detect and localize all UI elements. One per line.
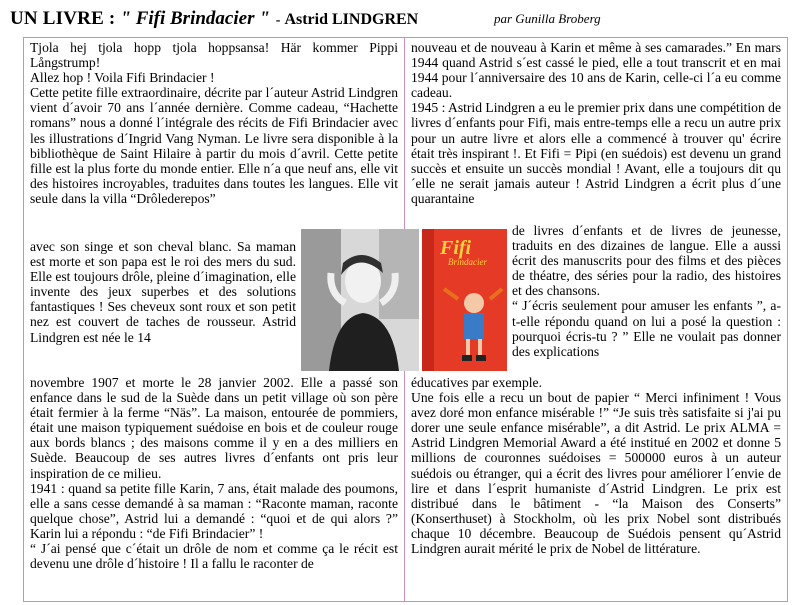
paragraph: novembre 1907 et morte le 28 janvier 2002. Elle a passé son enfance dans le sud de la Suède dans un petit village où son père était fermier à la ferme “Näs”. La maison, entourée de pommiers, était une maison typiquement suédoise en bois et de couleur rouge aux bords blancs ; des maisons comme il y en a des milliers en Suède. Beaucoup de ses autres livres d´enfants ont pris leur inspiration de ce milieu. [30,375,398,481]
page-title [10,8,418,30]
left-column-top [30,40,398,206]
paragraph: Tjola hej tjola hopp tjola hoppsansa! Här kommer Pippi Långstrump! [30,40,398,71]
paragraph: de livres d´enfants et de livres de jeunesse, traduits en des dizaines de langue. Elle a aussi écrit des manuscrits pour des films et des pièces de théatre, des séries pour la radio, des histoires et des chansons. [512,223,781,299]
paragraph: 1941 : quand sa petite fille Karin, 7 ans, était malade des poumons, elle a sans cesse demandé à sa maman : “Raconte maman, raconte quelque chose”, Astrid lui a demandé : “quoi et de qui alors ?” Karin lui a répondu : “de Fifi Brindacier” ! [30,480,398,541]
paragraph: “ J´ai pensé que c´était un drôle de nom et comme ça le récit est devenu une drôle d´histoire ! Il a fallu le raconter de [30,541,398,572]
paragraph: Allez hop ! Voila Fifi Brindacier ! [30,70,215,86]
paragraph: “ J´écris seulement pour amuser les enfants ”, a-t-elle répondu quand on lui a posé la question : pourquoi écris-tu ? ” Elle ne voulait pas donner des explications [512,298,781,359]
author-name: Astrid LINDGREN [284,11,419,28]
page-header [0,0,800,34]
author-photo-icon [301,229,419,371]
left-column-bottom [30,375,398,571]
paragraph: 1945 : Astrid Lindgren a eu le premier prix dans une compétition de livres d´enfants pour Fifi, mais entre-temps elle a recu un autre prix pour un autre livre et alors elle a commencé à trouver qu' écrire était très inspirant !. Et Fifi = Pipi (en suédois) est devenu un grand succès et ensuite un succès mondial ! Avant, elle a toujours dit qu´elle ne serait jamais auteur ! Astrid Lindgren a écrit plus d´une quarantaine [411,100,781,206]
title-prefix: UN LIVRE : [10,8,121,29]
paragraph: Une fois elle a recu un bout de papier “ Merci infiniment ! Vous avez doré mon enfance misérable !” “Je suis très satisfaite si j'ai pu dorer une seule enfance misérable”, a dit Astrid. Le prix ALMA = Astrid Lindgren Memorial Award a été institué en 2002 et donne 5 millions de couronnes suédoises = 500000 euros à un auteur suédois ou étranger, qui a écrit des livres pour améliorer l´envie de lire et dans l´esprit humaniste d´Astrid Lindgren. Le prix est distribué dans le bâtiment - “la Maison des Conserts” (Konserthuset) à Stockholm, où les prix Nobel sont distribués chaque 10 décembre. Beaucoup de Suédois pensent qu´Astrid Lindgren aurait mérité le prix de Nobel de littérature. [411,390,781,557]
left-column-wrap [30,239,296,345]
paragraph: avec son singe et son cheval blanc. Sa maman est morte et son papa est le roi des mers du sud. Elle est toujours drôle, pleine d´imagination, elle invente des jeux superbes et des solutions fantastiques ! Ses cheveux sont roux et son petit nez est couvert de taches de rousseur. Astrid Lindgren est née le 14 [30,239,296,345]
cover-subtitle: Brindacier [448,257,487,267]
author-photo [301,229,419,371]
paragraph: éducatives par exemple. [411,375,542,390]
book-title: " Fifi Brindacier " [120,8,270,29]
book-cover [422,229,507,371]
right-column-wrap [512,223,781,359]
right-column-bottom [411,375,781,556]
cover-title: Fifi [440,237,472,259]
paragraph: nouveau et de nouveau à Karin et même à ses camarades.” En mars 1944 quand Astrid s´est cassé le pied, elle a tout transcrit et en mai 1944 pour l´anniversaire des 10 ans de Karin, celle-ci l´a eu comme cadeau. [411,40,781,101]
image-row [301,229,507,371]
byline: par Gunilla Broberg [494,11,601,26]
title-separator: - [275,13,281,28]
paragraph: Cette petite fille extraordinaire, décrite par l´auteur Astrid Lindgren vient d´avoir 70 ans l´année dernière. Comme cadeau, “Hachette romans” nous a donné l´intégrale des récits de Fifi Brindacier avec les illustrations d´Ingrid Vang Nyman. Le livre sera disponible à la bibliothèque de Saint Hilaire à partir du mois d´avril. Cette petite fille est la plus forte du monde entier. Elle n´a que neuf ans, elle vit des histoires incroyables, traduites dans toutes les langues. Elle vit seule dans la villa “Drôlederepos” [30,85,398,206]
right-column-top [411,40,781,206]
